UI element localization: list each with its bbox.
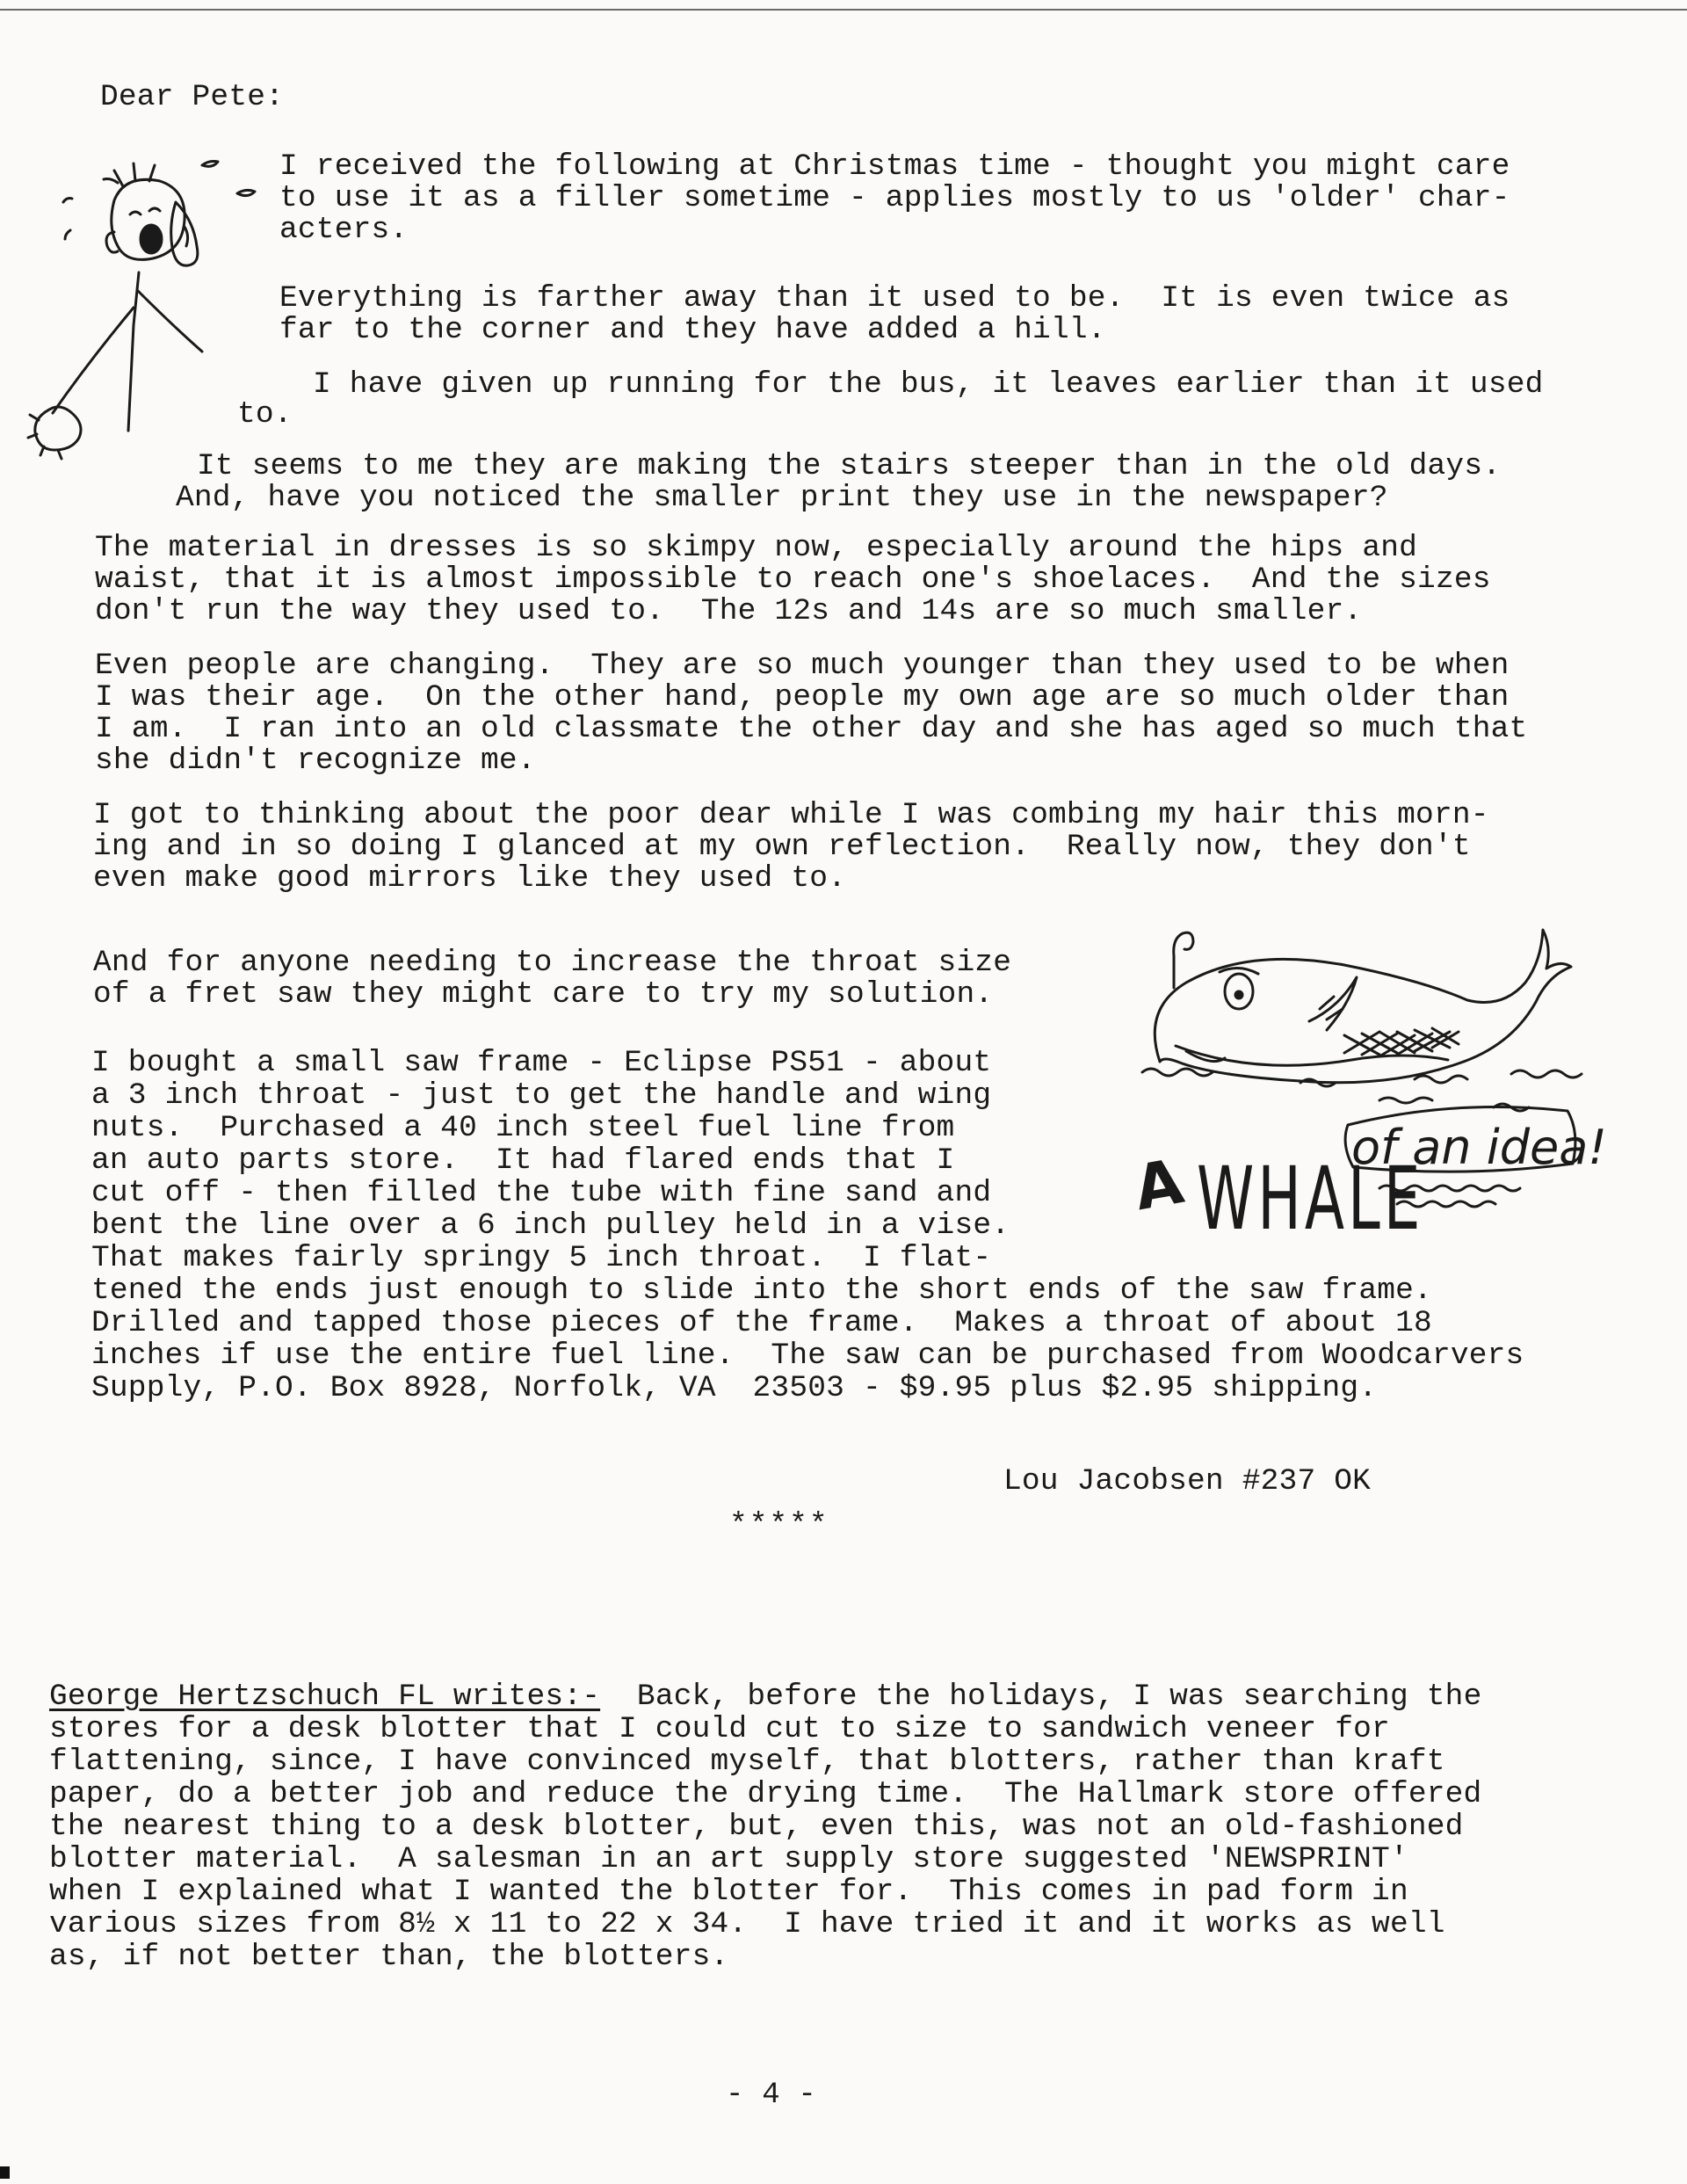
crying-figure-illustration [26,141,272,466]
intro-line-2: to use it as a filler sometime - applies mostly to us 'older' char- [279,181,1510,215]
intro-line-1: I received the following at Christmas time - thought you might care [279,149,1510,184]
saw-body-line-8: tened the ends just enough to slide into the short ends of the saw frame. [91,1273,1432,1308]
para6-line-3: even make good mirrors like they used to. [93,861,847,896]
page-number: - 4 - [726,2079,817,2112]
saw-intro-line-1: And for anyone needing to increase the throat size [93,946,1012,980]
saw-body-line-1: I bought a small saw frame - Eclipse PS51 - about [91,1046,992,1080]
para2-line-1: I have given up running for the bus, it leaves earlier than it used [313,367,1544,402]
para6-line-1: I got to thinking about the poor dear while I was combing my hair this morn- [93,798,1489,832]
para5-line-1: Even people are changing. They are so much younger than they used to be when [95,649,1510,683]
whale-caption-a: A [1128,1145,1189,1225]
para4-line-2: waist, that it is almost impossible to reach one's shoelaces. And the sizes [95,562,1491,597]
para6-line-2: ing and in so doing I glanced at my own reflection. Really now, they don't [93,830,1471,864]
saw-intro-line-2: of a fret saw they might care to try my solution. [93,977,994,1012]
george-line-9: as, if not better than, the blotters. [49,1940,729,1974]
intro-line-3: acters. [279,213,409,247]
george-line-7: when I explained what I wanted the blotter for. This comes in pad form in [49,1875,1408,1909]
george-heading: George Hertzschuch FL writes:- [49,1680,601,1714]
saw-body-line-7: That makes fairly springy 5 inch throat. I flat- [91,1241,992,1275]
salutation: Dear Pete: [100,80,285,114]
saw-body-line-5: cut off - then filled the tube with fine sand and [91,1176,992,1210]
para5-line-3: I am. I ran into an old classmate the other day and she has aged so much that [95,712,1528,746]
saw-body-line-3: nuts. Purchased a 40 inch steel fuel line from [91,1111,955,1145]
para5-line-4: she didn't recognize me. [95,744,536,778]
page-top-edge [0,9,1687,11]
george-line-6: blotter material. A salesman in an art supply store suggested 'NEWSPRINT' [49,1842,1408,1876]
saw-body-line-4: an auto parts store. It had flared ends that I [91,1143,955,1178]
whale-cartoon [1125,896,1617,1266]
scan-edge-mark [0,2166,10,2179]
para5-line-2: I was their age. On the other hand, people my own age are so much older than [95,680,1510,715]
george-first-line [49,1681,1481,1714]
george-line-2: stores for a desk blotter that I could cut to size to sandwich veneer for [49,1712,1390,1746]
saw-body-line-2: a 3 inch throat - just to get the handle and wing [91,1078,992,1113]
george-line-4: paper, do a better job and reduce the drying time. The Hallmark store offered [49,1777,1482,1811]
separator-stars: ***** [729,1508,829,1542]
george-line-3: flattening, since, I have convinced myself, that blotters, rather than kraft [49,1745,1445,1779]
para2-line-2: to. [237,397,293,432]
whale-caption-whale: WHALE [1197,1148,1424,1250]
para3-line-2: And, have you noticed the smaller print they use in the newspaper? [176,481,1388,515]
whale-caption-rest: of an idea! [1351,1120,1607,1175]
para4-line-3: don't run the way they used to. The 12s and 14s are so much smaller. [95,594,1363,628]
signature: Lou Jacobsen #237 OK [1003,1464,1372,1498]
george-line-5: the nearest thing to a desk blotter, but, even this, was not an old-fashioned [49,1810,1464,1844]
para4-line-1: The material in dresses is so skimpy now, especially around the hips and [95,531,1418,565]
saw-body-line-6: bent the line over a 6 inch pulley held in a vise. [91,1208,1010,1243]
george-line-8: various sizes from 8½ x 11 to 22 x 34. I have tried it and it works as well [49,1907,1445,1941]
saw-body-line-10: inches if use the entire fuel line. The saw can be purchased from Woodcarvers [91,1339,1524,1373]
george-first-line-rest: Back, before the holidays, I was searching the [600,1680,1482,1714]
para1-line-1: Everything is farther away than it used to be. It is even twice as [279,281,1510,316]
saw-body-line-11: Supply, P.O. Box 8928, Norfolk, VA 23503 - $9.95 plus $2.95 shipping. [91,1371,1378,1405]
para1-line-2: far to the corner and they have added a hill. [279,313,1106,347]
saw-body-line-9: Drilled and tapped those pieces of the frame. Makes a throat of about 18 [91,1306,1432,1340]
para3-line-1: It seems to me they are making the stairs steeper than in the old days. [197,449,1502,483]
